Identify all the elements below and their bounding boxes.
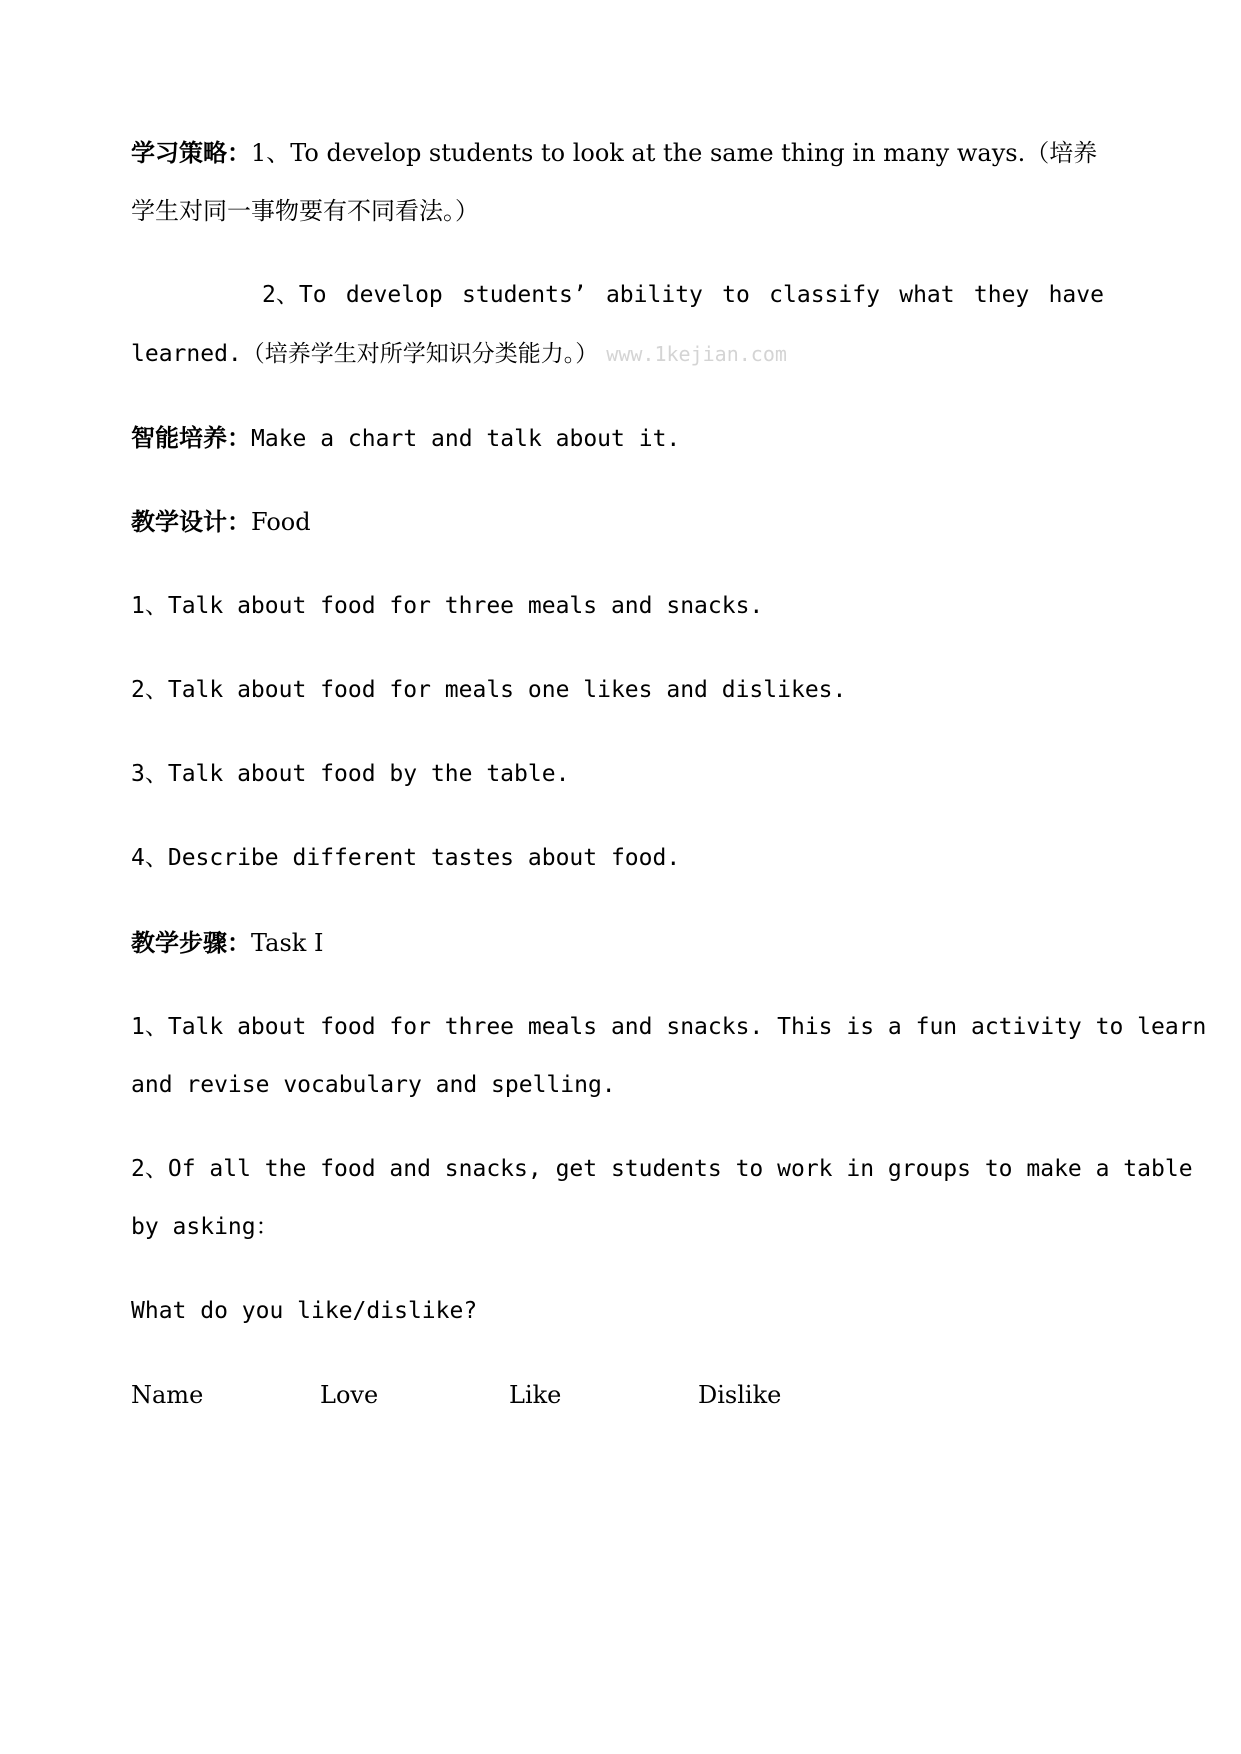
word: they	[973, 282, 1030, 308]
word: ability	[605, 282, 703, 308]
table-header-row	[131, 1378, 831, 1412]
steps-text: Task Ⅰ	[251, 929, 324, 957]
table-header-name: Name	[131, 1381, 204, 1409]
design-item: 2、Talk about food for meals one likes and dislikes.	[131, 677, 847, 703]
steps-label: 教学步骤：	[131, 928, 251, 957]
strategy-line-2: 学生对同一事物要有不同看法。）	[131, 197, 479, 225]
table-header-love: Love	[320, 1381, 379, 1409]
strategy-line-1	[131, 136, 1097, 170]
design-line	[131, 505, 311, 539]
strategy-item-2-line-1	[262, 278, 1104, 312]
step-2-line-2: by asking：	[131, 1214, 279, 1240]
step-2-line-1: 2、Of all the food and snacks, get students to work in groups to make a table	[131, 1156, 1193, 1182]
word: classify	[769, 282, 880, 308]
design-item: 1、Talk about food for three meals and snacks.	[131, 593, 764, 619]
word: develop	[345, 282, 443, 308]
word: 2、To	[262, 282, 327, 308]
question-line: What do you like/dislike?	[131, 1298, 478, 1324]
word: what	[899, 282, 955, 308]
table-header-dislike: Dislike	[698, 1381, 782, 1409]
word: students’	[462, 282, 587, 308]
word: have	[1048, 282, 1104, 308]
word: to	[722, 282, 750, 308]
table-header-like: Like	[509, 1381, 562, 1409]
intelligence-text: Make a chart and talk about it.	[251, 426, 681, 452]
step-1-line-2: and revise vocabulary and spelling.	[131, 1072, 616, 1098]
step-1-line-1: 1、Talk about food for three meals and snacks. This is a fun activity to learn	[131, 1014, 1207, 1040]
strategy-item-2-text: learned.（培养学生对所学知识分类能力。）	[131, 341, 599, 367]
watermark: www.1kejian.com	[606, 342, 787, 366]
strategy-item-2-line-2	[131, 336, 787, 371]
intelligence-label: 智能培养：	[131, 423, 251, 452]
design-item: 4、Describe different tastes about food.	[131, 845, 681, 871]
steps-line	[131, 926, 323, 960]
design-text: Food	[251, 508, 311, 536]
design-item: 3、Talk about food by the table.	[131, 761, 570, 787]
strategy-label: 学习策略：	[131, 138, 251, 167]
design-label: 教学设计：	[131, 507, 251, 536]
strategy-item-1: 1、To develop students to look at the same thing in many ways.（培养	[251, 139, 1098, 167]
intelligence-line	[131, 421, 680, 456]
